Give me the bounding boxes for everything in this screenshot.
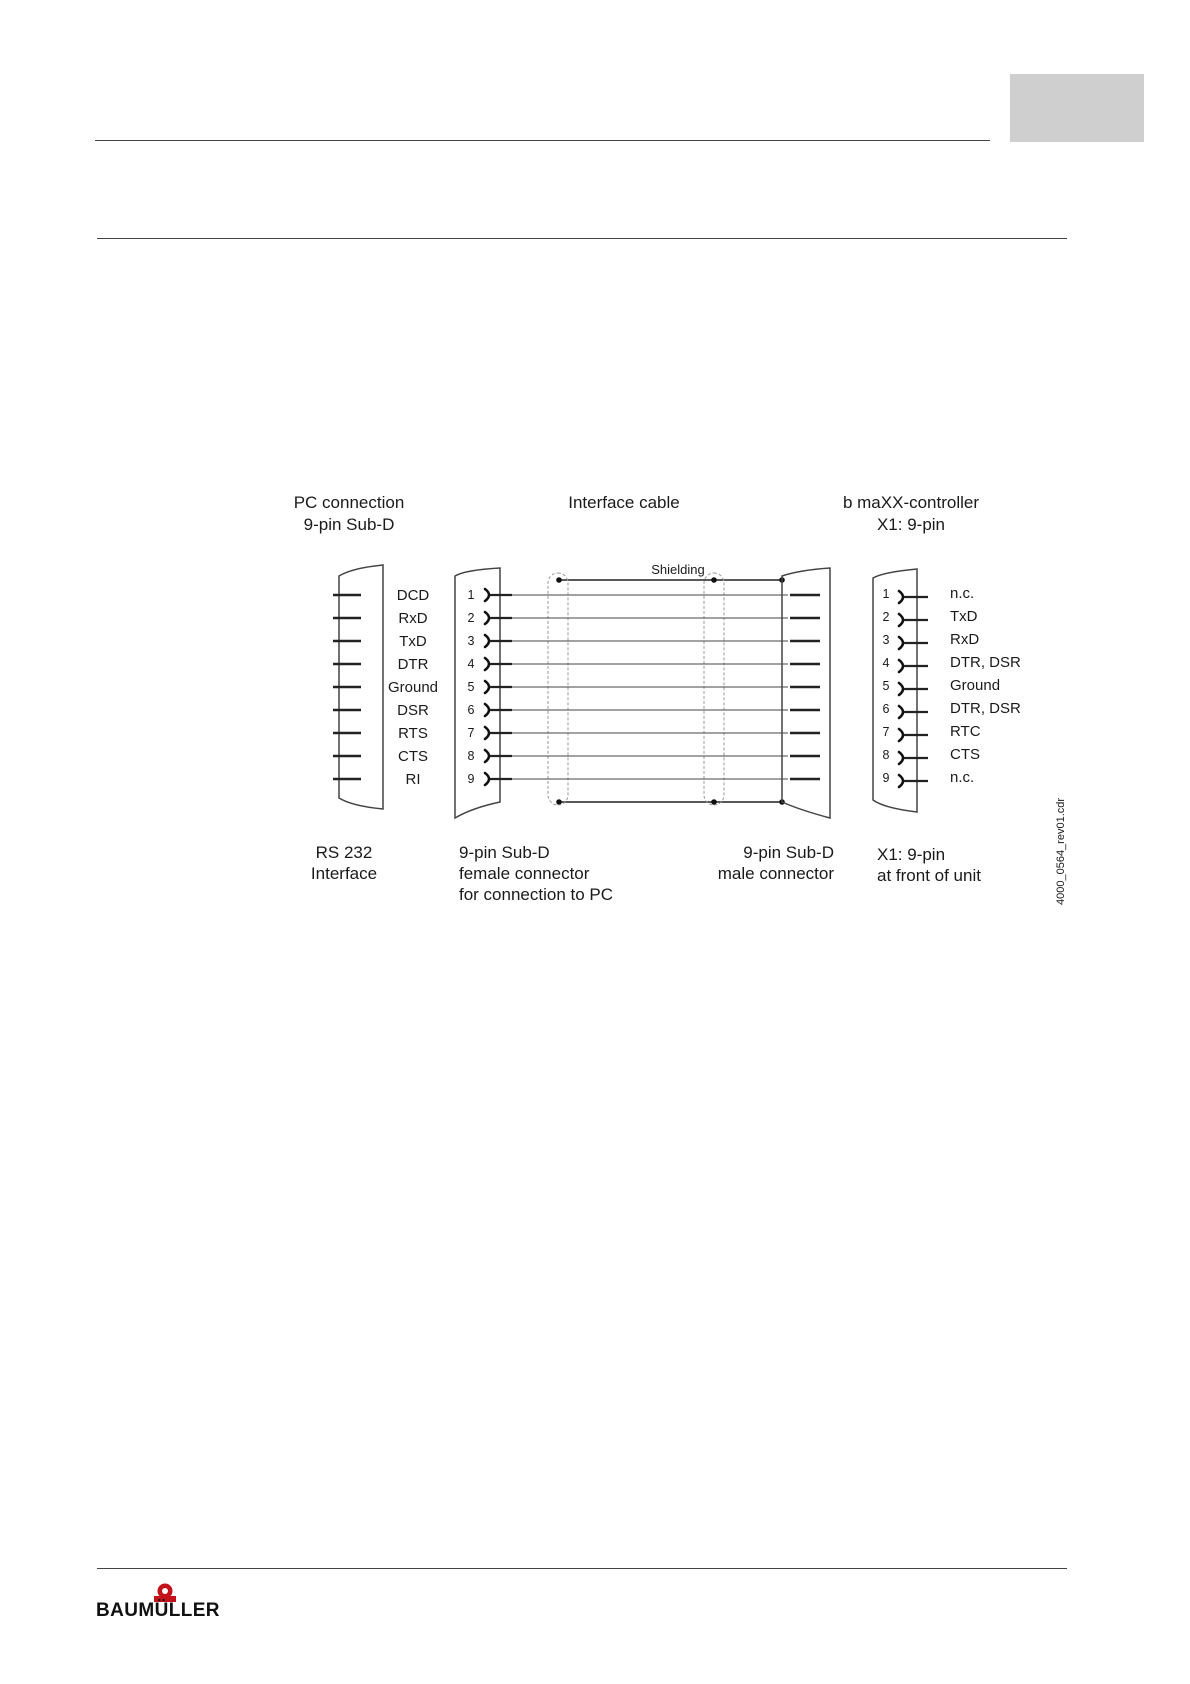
female-socket-2 <box>485 612 489 624</box>
pc-signal-9: RI <box>405 771 421 788</box>
controller-socket-8 <box>899 752 903 764</box>
male-label-line1: 9-pin Sub-D <box>743 843 834 862</box>
female-label-line2: female connector <box>459 864 590 883</box>
controller-signal-2: TxD <box>950 608 978 625</box>
baumueller-logo <box>96 1582 246 1622</box>
cable-pin-number-9: 9 <box>467 772 475 786</box>
shielding-label: Shielding <box>651 562 705 577</box>
shield-dashed-ovals <box>548 573 724 805</box>
controller-socket-2 <box>899 614 903 626</box>
female-connector-shell <box>455 568 500 818</box>
female-socket-8 <box>485 750 489 762</box>
controller-signal-5: Ground <box>950 677 1001 694</box>
female-socket-1 <box>485 589 489 601</box>
pc-title-line2: 9-pin Sub-D <box>303 515 395 534</box>
controller-pin-number-2: 2 <box>882 610 890 624</box>
shield-wires <box>559 580 782 802</box>
female-socket-4 <box>485 658 489 670</box>
pc-signal-5: Ground <box>387 679 439 696</box>
cable-pin-number-2: 2 <box>467 611 475 625</box>
controller-signal-4: DTR, DSR <box>950 654 1021 671</box>
controller-socket-4 <box>899 660 903 672</box>
female-socket-9 <box>485 773 489 785</box>
controller-signal-7: RTC <box>950 723 981 740</box>
controller-pin-number-3: 3 <box>882 633 890 647</box>
pc-signal-6: DSR <box>397 702 429 719</box>
cable-pin-number-4: 4 <box>467 657 475 671</box>
brand-name: BAUMÜLLER <box>96 1600 220 1621</box>
male-connector-shell <box>782 568 830 818</box>
controller-connector-shell <box>873 569 917 812</box>
controller-signal-1: n.c. <box>950 585 975 602</box>
cable-pin-number-8: 8 <box>467 749 475 763</box>
controller-signal-8: CTS <box>950 746 980 763</box>
controller-signal-3: RxD <box>950 631 980 648</box>
controller-title-line2: X1: 9-pin <box>876 515 946 534</box>
pc-signal-1: DCD <box>396 587 430 604</box>
controller-socket-7 <box>899 729 903 741</box>
controller-title-line1: b maXX-controller <box>842 493 980 512</box>
controller-signal-6: DTR, DSR <box>950 700 1021 717</box>
rs232-label-line1: RS 232 <box>315 843 373 862</box>
controller-socket-6 <box>899 706 903 718</box>
cable-title: Interface cable <box>568 493 680 512</box>
female-socket-7 <box>485 727 489 739</box>
pc-title-line1: PC connection <box>293 493 405 512</box>
cable-pin-number-7: 7 <box>467 726 475 740</box>
cable-pin-number-3: 3 <box>467 634 475 648</box>
pc-signal-3: TxD <box>399 633 427 650</box>
female-label-line3: for connection to PC <box>459 885 614 904</box>
controller-socket-3 <box>899 637 903 649</box>
x1-label-line1: X1: 9-pin <box>877 845 946 864</box>
pc-signal-7: RTS <box>398 725 428 742</box>
female-label-line1: 9-pin Sub-D <box>459 843 550 862</box>
controller-socket-9 <box>899 775 903 787</box>
controller-pin-number-1: 1 <box>882 587 890 601</box>
female-socket-6 <box>485 704 489 716</box>
controller-pin-number-5: 5 <box>882 679 890 693</box>
controller-signal-9: n.c. <box>950 769 975 786</box>
controller-pin-number-6: 6 <box>882 702 890 716</box>
controller-socket-5 <box>899 683 903 695</box>
male-label-line2: male connector <box>717 864 834 883</box>
female-socket-3 <box>485 635 489 647</box>
cable-pin-number-6: 6 <box>467 703 475 717</box>
pc-signal-8: CTS <box>398 748 428 765</box>
pc-signal-2: RxD <box>398 610 428 627</box>
rs232-label-line2: Interface <box>310 864 378 883</box>
controller-pin-number-4: 4 <box>882 656 890 670</box>
pc-signal-4: DTR <box>397 656 429 673</box>
cable-pin-number-1: 1 <box>467 588 475 602</box>
drawing-reference: 4000_0564_rev01.cdr <box>1055 797 1067 905</box>
shield-junctions <box>556 577 785 805</box>
x1-label-line2: at front of unit <box>877 866 981 885</box>
female-socket-5 <box>485 681 489 693</box>
controller-socket-1 <box>899 591 903 603</box>
controller-pin-number-8: 8 <box>882 748 890 762</box>
controller-pin-number-9: 9 <box>882 771 890 785</box>
cable-pin-number-5: 5 <box>467 680 475 694</box>
controller-pin-number-7: 7 <box>882 725 890 739</box>
